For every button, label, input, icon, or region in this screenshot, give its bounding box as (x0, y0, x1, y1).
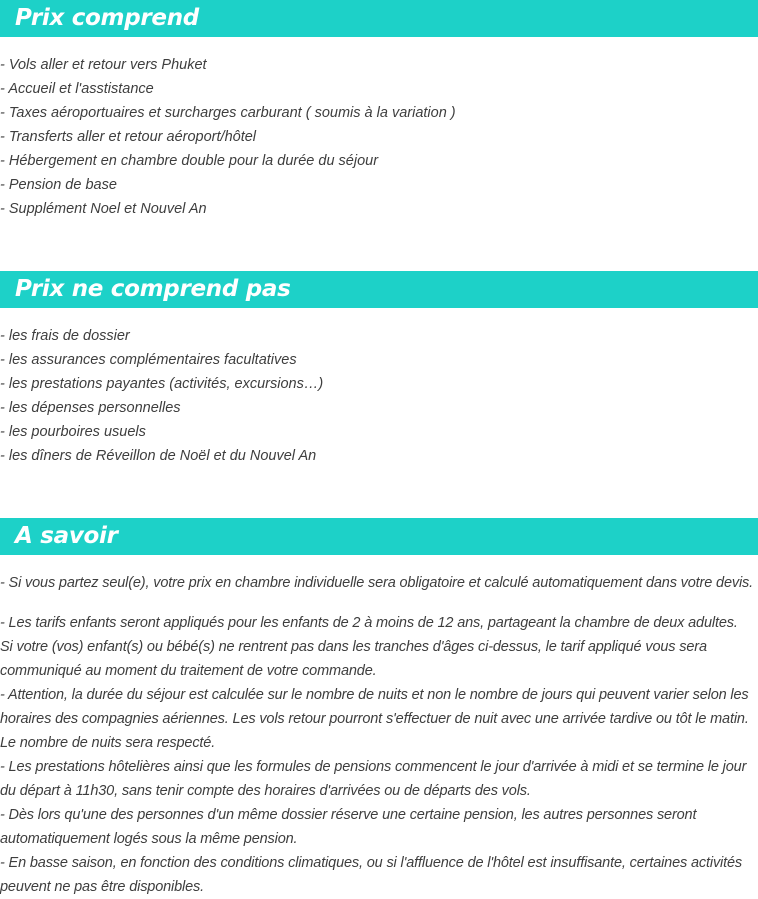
list-item: - les dîners de Réveillon de Noël et du Nouvel An (0, 448, 317, 464)
includes-header (0, 0, 758, 37)
list-item: - Taxes aéroportuaires et surcharges carburant ( soumis à la variation ) (0, 105, 456, 121)
excludes-title: Prix ne comprend pas (15, 276, 291, 302)
includes-title: Prix comprend (15, 5, 199, 31)
list-item: - Accueil et l'asstistance (0, 81, 154, 97)
list-item: - Transferts aller et retour aéroport/hôtel (0, 129, 257, 145)
paragraph-line: automatiquement logés sous la même pension. (0, 831, 298, 847)
notes-single-traveler (0, 571, 758, 595)
list-item: - les dépenses personnelles (0, 400, 181, 416)
paragraph-line: du départ à 11h30, sans tenir compte des horaires d'arrivées ou de départs des vols. (0, 783, 531, 799)
list-item: - Hébergement en chambre double pour la durée du séjour (0, 153, 379, 169)
list-item: - Vols aller et retour vers Phuket (0, 57, 207, 73)
paragraph-line: - Les tarifs enfants seront appliqués pour les enfants de 2 à moins de 12 ans, partageant la chambre de deux adultes. (0, 615, 738, 631)
paragraph-line: peuvent ne pas être disponibles. (0, 879, 204, 895)
notes-details (0, 611, 758, 899)
list-item: - Supplément Noel et Nouvel An (0, 201, 207, 217)
paragraph-line: - Si vous partez seul(e), votre prix en chambre individuelle sera obligatoire et calculé automatiquement dans votre devis. (0, 575, 754, 591)
excludes-header (0, 271, 758, 308)
list-item: - les prestations payantes (activités, excursions…) (0, 376, 324, 392)
paragraph-line: communiqué au moment du traitement de votre commande. (0, 663, 377, 679)
paragraph-line: - En basse saison, en fonction des conditions climatiques, ou si l'affluence de l'hôtel est insuffisante, certaines activités (0, 855, 743, 871)
list-item: - Pension de base (0, 177, 117, 193)
includes-list (0, 53, 758, 221)
notes-title: A savoir (15, 523, 118, 549)
paragraph-line: - Attention, la durée du séjour est calculée sur le nombre de nuits et non le nombre de jours qui peuvent varier selon les (0, 687, 749, 703)
list-item: - les frais de dossier (0, 328, 130, 344)
list-item: - les pourboires usuels (0, 424, 146, 440)
paragraph-line: horaires des compagnies aériennes. Les vols retour pourront s'effectuer de nuit avec une arrivée tardive ou tôt le matin. (0, 711, 749, 727)
notes-header (0, 518, 758, 555)
paragraph-line: - Dès lors qu'une des personnes d'un même dossier réserve une certaine pension, les autres personnes seront (0, 807, 697, 823)
paragraph-line: - Les prestations hôtelières ainsi que les formules de pensions commencent le jour d'arrivée à midi et se termine le jour (0, 759, 747, 775)
excludes-list (0, 324, 758, 468)
list-item: - les assurances complémentaires facultatives (0, 352, 297, 368)
paragraph-line: Le nombre de nuits sera respecté. (0, 735, 216, 751)
paragraph-line: Si votre (vos) enfant(s) ou bébé(s) ne rentrent pas dans les tranches d'âges ci-dessus, le tarif appliqué vous sera (0, 639, 707, 655)
